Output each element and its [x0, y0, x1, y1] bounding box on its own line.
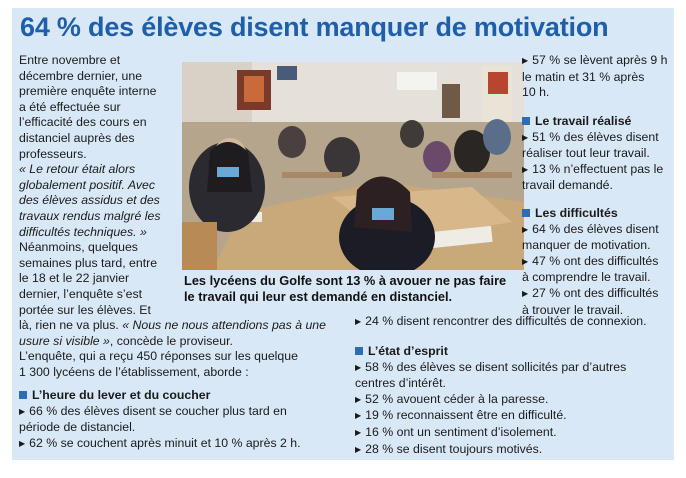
intro-line: décembre dernier, une	[19, 68, 143, 83]
bullet-continuation: 10 h.	[522, 85, 550, 100]
bullet-item: ▶ 13 % n’effectuent pas le	[522, 162, 672, 179]
bullet-continuation: période de distanciel.	[19, 420, 136, 435]
quote-line: travaux rendus malgré les	[19, 208, 161, 223]
section-esprit	[355, 344, 673, 458]
bullet-item: ▶ 27 % ont des difficultés	[522, 286, 672, 303]
quote-fragment: usure si visible »	[19, 333, 110, 348]
bullet-item: ▶ 24 % disent rencontrer des difficultés de connexion.	[355, 314, 673, 331]
intro-line	[19, 334, 354, 350]
bullet-item: ▶ 52 % avouent céder à la paresse.	[355, 392, 673, 409]
quote-line: « Le retour était alors	[19, 162, 136, 177]
article-panel	[12, 8, 674, 460]
intro-line: portée sur les élèves. Et	[19, 302, 151, 317]
section-difficultes	[522, 206, 672, 318]
bullet-item: ▶ 51 % des élèves disent	[522, 130, 672, 147]
bullet-continuation: travail demandé.	[522, 178, 613, 193]
intro-line: dernier, l’enquête s’est	[19, 286, 143, 301]
bullet-continuation: à trouver le travail.	[522, 302, 624, 317]
bullet-continuation: centres d’intérêt.	[355, 376, 446, 391]
intro-line: le 18 et le 22 janvier	[19, 271, 130, 286]
quote-line: des élèves assidus et des	[19, 193, 160, 208]
section-travail	[522, 114, 672, 194]
intro-text	[19, 53, 179, 318]
intro-line: 1 300 lycéens de l’établissement, aborde :	[19, 364, 249, 379]
section-title-difficultes: Les difficultés	[522, 206, 672, 222]
section-heure	[19, 388, 354, 452]
intro-line	[19, 318, 354, 334]
bullet-item: ▶ 19 % reconnaissent être en difficulté.	[355, 408, 673, 425]
quote-line: globalement positif. Avec	[19, 177, 156, 192]
classroom-photo-image	[182, 62, 524, 270]
section-title-esprit: L’état d’esprit	[355, 344, 673, 360]
section-title-heure: L’heure du lever et du coucher	[19, 388, 354, 404]
bullet-item: ▶ 28 % se disent toujours motivés.	[355, 442, 673, 459]
difficultes-connexion	[355, 314, 673, 331]
intro-line: L’enquête, qui a reçu 450 réponses sur les quelque	[19, 349, 298, 364]
caption-line: le travail qui leur est demandé en distanciel.	[184, 288, 453, 304]
intro-line: première enquête interne	[19, 84, 157, 99]
bullet-item: ▶ 16 % ont un sentiment d’isolement.	[355, 425, 673, 442]
classroom-photo	[182, 62, 524, 270]
intro-line-text: , concède le proviseur.	[109, 333, 233, 348]
intro-continued	[19, 318, 354, 380]
caption-line: Les lycéens du Golfe sont 13 % à avouer ne pas faire	[184, 273, 507, 288]
section-title-travail: Le travail réalisé	[522, 114, 672, 130]
intro-line: Entre novembre et	[19, 53, 121, 67]
bullet-item: ▶ 64 % des élèves disent	[522, 222, 672, 239]
quote-line: difficultés techniques. »	[19, 224, 147, 239]
intro-line: professeurs.	[19, 146, 87, 161]
intro-line: a été effectuée sur	[19, 99, 121, 114]
quote-fragment: « Nous ne nous attendions pas à une	[122, 318, 326, 332]
photo-caption	[184, 273, 524, 304]
bullet-item: ▶ 47 % ont des difficultés	[522, 254, 672, 271]
intro-line: l’efficacité des cours en	[19, 115, 147, 130]
intro-line: distanciel auprès des	[19, 130, 135, 145]
intro-line: semaines plus tard, entre	[19, 255, 158, 270]
bullet-continuation: manquer de motivation.	[522, 238, 651, 253]
bullet-continuation: le matin et 31 % après	[522, 69, 645, 84]
intro-line-text: là, rien ne va plus.	[19, 318, 119, 332]
article-headline: 64 % des élèves disent manquer de motivation	[20, 12, 609, 42]
bullet-item: ▶ 58 % des élèves se disent sollicités par d’autres	[355, 360, 673, 377]
bullet-item: ▶ 57 % se lèvent après 9 h	[522, 53, 672, 70]
bullet-continuation: réaliser tout leur travail.	[522, 146, 650, 161]
bullet-item: ▶ 62 % se couchent après minuit et 10 % après 2 h.	[19, 436, 354, 453]
bullet-item: ▶ 66 % des élèves disent se coucher plus tard en	[19, 404, 354, 421]
right-column	[522, 53, 672, 101]
intro-line: Néanmoins, quelques	[19, 240, 138, 255]
bullet-continuation: à comprendre le travail.	[522, 270, 651, 285]
